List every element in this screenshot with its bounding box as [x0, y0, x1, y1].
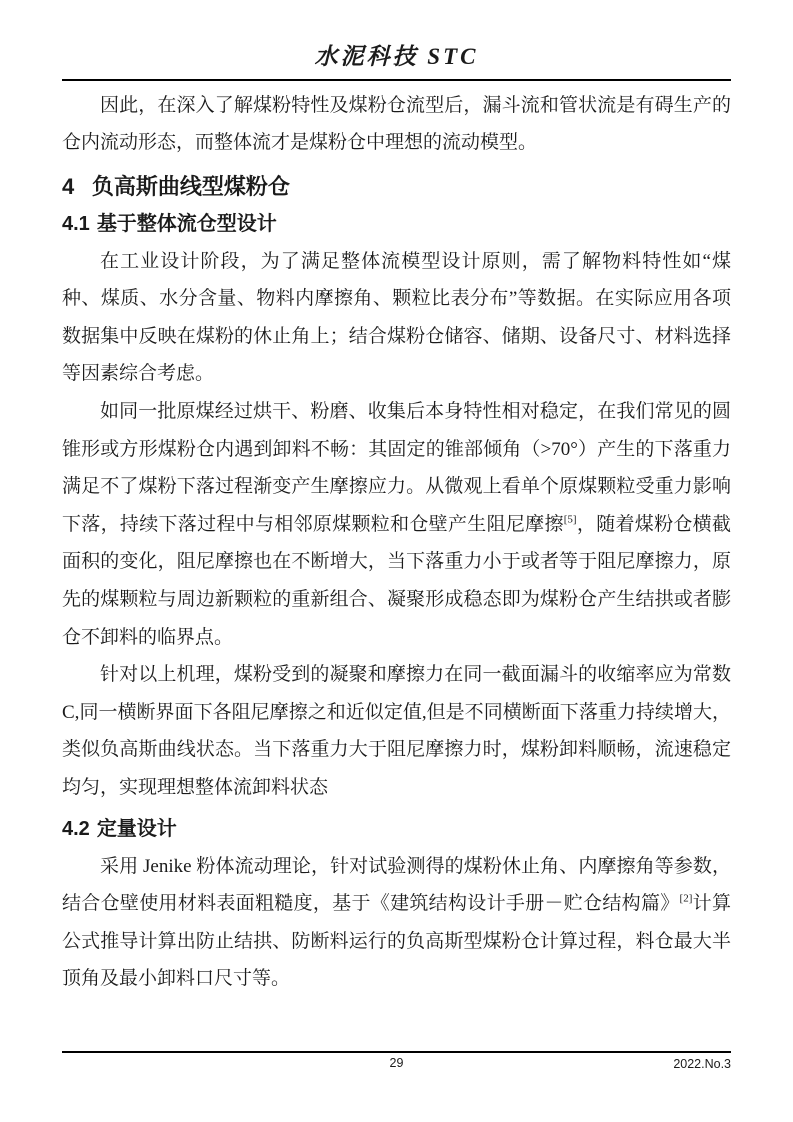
document-body — [62, 87, 731, 998]
paragraph-text: 采用 Jenike 粉体流动理论，针对试验测得的煤粉休止角、内摩擦角等参数，结合仓壁使用材料表面粗糙度，基于《建筑结构设计手册－贮仓结构篇》 — [62, 855, 731, 915]
citation-ref-2: [2] — [679, 892, 693, 905]
paragraph-text: 计算公式推导计算出防止结拱、防断料运行的负高斯型煤粉仓计算过程，料仓最大半顶角及最小卸料口尺寸等。 — [62, 893, 731, 990]
paragraph-gauss-curve: 针对以上机理，煤粉受到的凝聚和摩擦力在同一截面漏斗的收缩率应为常数C,同一横断界面下各阻尼摩擦之和近似定值,但是不同横断面下落重力持续增大，类似负高斯曲线状态。当下落重力大于阻尼摩擦力时，煤粉卸料顺畅，流速稳定均匀，实现理想整体流卸料状态 — [62, 664, 731, 798]
journal-title: 水泥科技 STC — [314, 44, 479, 69]
subsection-number: 4.2 — [62, 817, 90, 840]
section-title: 负高斯曲线型煤粉仓 — [91, 174, 290, 200]
paragraph-text: 如同一批原煤经过烘干、粉磨、收集后本身特性相对稳定，在我们常见的圆锥形或方形煤粉仓内遇到卸料不畅：其固定的锥部倾角（>70°）产生的下落重力满足不了煤粉下落过程渐变产生摩擦应力。从微观上看单个原煤颗粒受重力影响下落，持续下落过程中与相邻原煤颗粒和仓壁产生阻尼摩擦 — [62, 401, 731, 535]
paragraph-jenike-design — [62, 848, 731, 998]
citation-ref-5: [5] — [563, 513, 577, 526]
paragraph-friction-mechanism — [62, 393, 731, 656]
paragraph-design-data: 在工业设计阶段，为了满足整体流模型设计原则，需了解物料特性如“煤种、煤质、水分含量、物料内摩擦角、颗粒比表分布”等数据。在实际应用各项数据集中反映在煤粉的休止角上；结合煤粉仓储容、储期、设备尺寸、材料选择等因素综合考虑。 — [62, 250, 731, 385]
page-number: 29 — [389, 1056, 404, 1070]
issue-number: 2022.No.3 — [673, 1057, 731, 1071]
subsection-heading-4-2 — [62, 816, 731, 842]
header-divider — [62, 79, 731, 81]
subsection-title: 定量设计 — [96, 817, 177, 840]
footer-row — [62, 1056, 731, 1078]
paragraph-text: ，随着煤粉仓横截面积的变化，阻尼摩擦也在不断增大，当下落重力小于或者等于阻尼摩擦力，原先的煤颗粒与周边新颗粒的重新组合、凝聚形成稳态即为煤粉仓产生结拱或者膨仓不卸料的临界点。 — [62, 513, 731, 648]
footer-divider — [62, 1051, 731, 1053]
intro-paragraph: 因此，在深入了解煤粉特性及煤粉仓流型后，漏斗流和管状流是有碍生产的仓内流动形态，而整体流才是煤粉仓中理想的流动模型。 — [62, 94, 731, 154]
page-footer — [62, 1051, 731, 1078]
page-header — [62, 42, 731, 81]
subsection-number: 4.1 — [62, 212, 90, 235]
section-number: 4 — [62, 174, 75, 200]
section-heading — [62, 173, 731, 202]
subsection-heading-4-1 — [62, 211, 731, 237]
subsection-title: 基于整体流仓型设计 — [96, 212, 277, 235]
